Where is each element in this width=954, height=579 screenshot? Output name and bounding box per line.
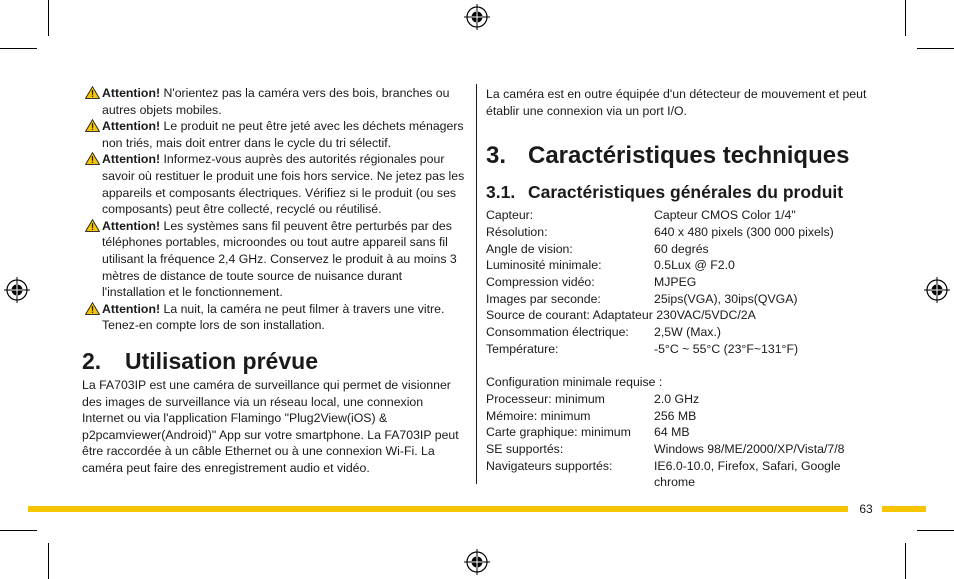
warning-triangle-icon: [85, 152, 100, 165]
right-column: [486, 86, 871, 491]
section-2-text: La FA703IP est une caméra de surveillance qui permet de visionner des images de surveillance via un réseau local, une connexion Internet ou via l'application Flamingo "Plug2View(iOS) & p2pcamviewer(Android)" App sur votre smartphone. La FA703IP peut être raccordée à un câble Ethernet ou à une connexion Wi-Fi. La caméra peut faire des enregistrement audio et vidéo.: [82, 377, 459, 475]
spec-label: Processeur: minimum: [486, 391, 605, 406]
registration-mark-icon: [464, 549, 490, 575]
warning-triangle-icon: [85, 219, 100, 232]
warning-label: Attention!: [102, 119, 161, 134]
spec-label: Capteur:: [486, 208, 534, 223]
spec-value: 64 MB: [654, 425, 690, 440]
warning-label: Attention!: [102, 86, 161, 100]
warning-text: N'orientez pas la caméra vers des bois, branches ou autres objets mobiles.: [102, 86, 450, 117]
page-number: 63: [859, 502, 873, 516]
power-source-row: Source de courant: Adaptateur 230VAC/5VDC/2A: [486, 308, 756, 323]
spec-label: Résolution:: [486, 224, 548, 239]
spec-row: [486, 274, 871, 291]
section-3-1-heading: [486, 181, 871, 203]
warning-text: La nuit, la caméra ne peut filmer à travers une vitre. Tenez-en compte lors de son installation.: [102, 301, 445, 333]
spec-value: 2,5W (Max.): [654, 325, 721, 340]
spec-value: 0.5Lux @ F2.0: [654, 258, 735, 273]
crop-mark: [905, 0, 906, 36]
intro-text: La caméra est en outre équipée d'un détecteur de mouvement et peut établir une connexion via un port I/O.: [486, 87, 867, 118]
min-config-title: Configuration minimale requise :: [486, 375, 663, 390]
section-3-heading: [486, 141, 871, 171]
warning-text: Informez-vous auprès des autorités régionales pour savoir où restituer le produit une fois hors service. Ne jetez pas les appareils et composants électriques. Vérifiez si le produit (ou ses composants) peut être collecté, recyclé ou réutilisé.: [102, 152, 465, 217]
spec-value: MJPEG: [654, 275, 697, 289]
section-2-heading: [82, 347, 467, 375]
footer-bar: [882, 506, 926, 512]
spec-row: [486, 408, 871, 425]
warning-text: Le produit ne peut être jeté avec les déchets ménagers non triés, mais doit entrer dans le cycle du tri sélectif.: [102, 119, 464, 150]
spec-row: [486, 207, 871, 224]
spec-label: Température:: [486, 341, 559, 356]
warning-text: Les systèmes sans fil peuvent être perturbés par des téléphones portables, microondes ou tout autre appareil sans fil utilisant la fréquence 2,4 GHz. Conservez le produit à au moins 3 mètres de distance de toute source de nuisance durant l'installation et le fonctionnement.: [102, 218, 457, 300]
spec-label: Navigateurs supportés:: [486, 458, 613, 473]
warnings-list: [82, 85, 467, 334]
crop-mark: [905, 543, 906, 579]
spec-label: Carte graphique: minimum: [486, 425, 631, 440]
min-config-table: [486, 391, 871, 491]
spec-value: 256 MB: [654, 408, 697, 423]
spec-table: [486, 207, 871, 357]
spec-value: IE6.0-10.0, Firefox, Safari, Google chrome: [654, 458, 841, 490]
spacer: [486, 358, 871, 375]
spec-row: [486, 291, 871, 308]
warning-item: [82, 301, 467, 334]
spec-label: Mémoire: minimum: [486, 408, 591, 423]
warning-triangle-icon: [85, 302, 100, 315]
spec-value: -5°C ~ 55°C (23°F~131°F): [654, 341, 799, 356]
section-number: 2.: [82, 347, 102, 374]
warning-item: [82, 218, 467, 301]
spec-row: [486, 458, 871, 491]
spec-value: 2.0 GHz: [654, 391, 700, 406]
warning-item: [82, 118, 467, 151]
spec-label: SE supportés:: [486, 442, 564, 457]
warning-item: [82, 85, 467, 118]
crop-mark: [0, 530, 37, 531]
crop-mark: [48, 0, 49, 36]
spec-value: 640 x 480 pixels (300 000 pixels): [654, 224, 834, 239]
spec-row: [486, 224, 871, 241]
registration-mark-icon: [4, 277, 30, 303]
section-number: 3.: [486, 142, 507, 170]
spec-row: [486, 424, 871, 441]
crop-mark: [48, 543, 49, 579]
spec-label: Luminosité minimale:: [486, 258, 602, 273]
section-title: Caractéristiques techniques: [528, 142, 850, 170]
registration-mark-icon: [924, 277, 950, 303]
warning-label: Attention!: [102, 152, 161, 167]
section-title: Utilisation prévue: [125, 347, 318, 374]
spec-row: [486, 341, 871, 358]
spec-label: Angle de vision:: [486, 241, 573, 256]
spec-row: [486, 441, 871, 458]
spec-label: Consommation électrique:: [486, 325, 629, 340]
warning-label: Attention!: [102, 301, 161, 316]
left-column: [82, 85, 467, 476]
spec-row: [486, 391, 871, 408]
spec-label: Images par seconde:: [486, 291, 601, 306]
warning-label: Attention!: [102, 218, 161, 233]
crop-mark: [917, 48, 954, 49]
column-divider: [476, 84, 477, 484]
crop-mark: [917, 530, 954, 531]
warning-triangle-icon: [85, 119, 100, 132]
spec-row: [486, 257, 871, 274]
subsection-title: Caractéristiques générales du produit: [528, 182, 844, 203]
registration-mark-icon: [464, 4, 490, 30]
subsection-number: 3.1.: [486, 182, 516, 203]
spec-row: [486, 324, 871, 341]
warning-item: [82, 151, 467, 217]
spec-value: Capteur CMOS Color 1/4": [654, 208, 796, 223]
crop-mark: [0, 48, 37, 49]
spec-row: [486, 241, 871, 258]
footer-bar: [28, 506, 848, 512]
spec-value: Windows 98/ME/2000/XP/Vista/7/8: [654, 442, 845, 457]
spec-label: Compression vidéo:: [486, 275, 595, 289]
spec-value: 60 degrés: [654, 241, 709, 256]
warning-triangle-icon: [85, 86, 100, 99]
spec-value: 25ips(VGA), 30ips(QVGA): [654, 291, 798, 306]
